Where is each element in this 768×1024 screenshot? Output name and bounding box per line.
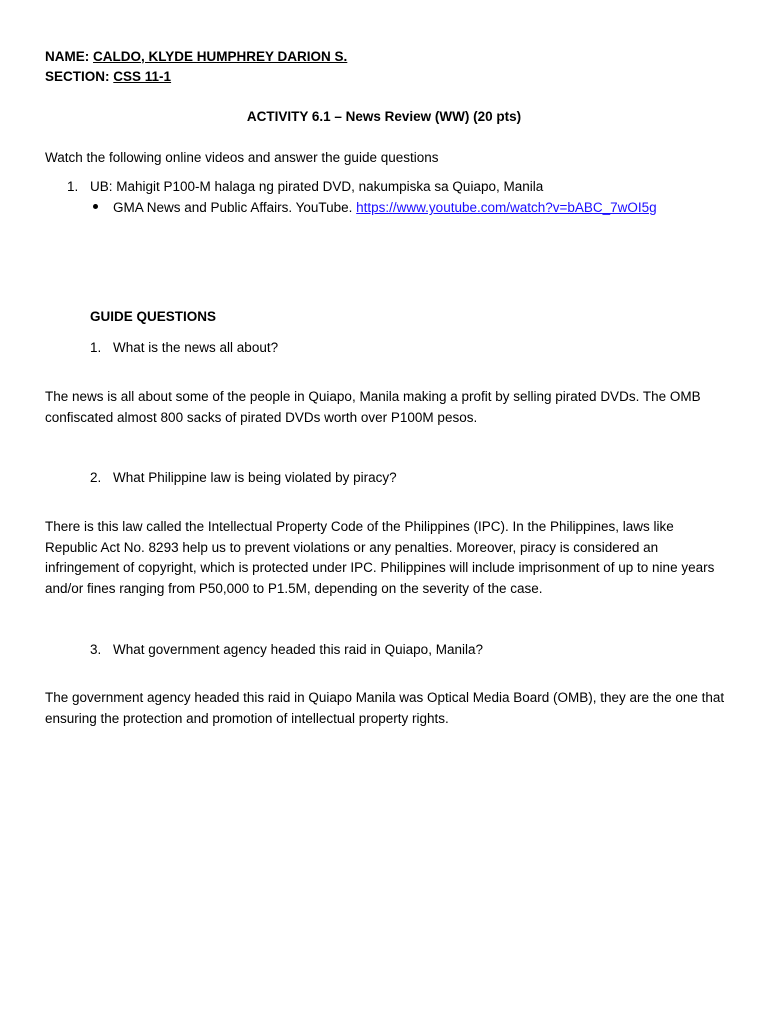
- question-text: What government agency headed this raid in Quiapo, Manila?: [113, 642, 483, 657]
- answer-text: The news is all about some of the people in Quiapo, Manila making a profit by selling pirated DVDs. The OMB confiscated almost 800 sacks of pirated DVDs worth over P100M pesos.: [45, 389, 701, 425]
- video-link[interactable]: https://www.youtube.com/watch?v=bABC_7wOI5g: [356, 200, 657, 215]
- activity-title: ACTIVITY 6.1 – News Review (WW) (20 pts): [246, 109, 522, 124]
- answer-text: There is this law called the Intellectual Property Code of the Philippines (IPC). In the Philippines, laws like Republic Act No. 8293 help us to prevent violations or any penalties. Moreover, piracy is considered an infringement of copyright, which is protected under IPC. Philippines will include imprisonment of up to nine years and/or fines ranging from P50,000 to P1.5M, depending on the severity of the case.: [45, 519, 715, 596]
- section-line: [45, 68, 171, 86]
- name-line: [45, 48, 347, 66]
- name-label: NAME:: [45, 49, 90, 64]
- question-number: 3.: [90, 642, 102, 657]
- question-text: What is the news all about?: [113, 340, 279, 355]
- video-title: UB: Mahigit P100-M halaga ng pirated DVD, nakumpiska sa Quiapo, Manila: [90, 179, 544, 194]
- question-number: 1.: [90, 340, 102, 355]
- video-number: 1.: [67, 179, 79, 194]
- guide-questions-heading: GUIDE QUESTIONS: [90, 309, 217, 324]
- video-source-text: GMA News and Public Affairs. YouTube.: [113, 200, 353, 215]
- section-label: SECTION:: [45, 69, 110, 84]
- question-text: What Philippine law is being violated by piracy?: [113, 470, 397, 485]
- question-number: 2.: [90, 470, 102, 485]
- instructions: Watch the following online videos and answer the guide questions: [45, 150, 439, 165]
- video-source: [113, 199, 657, 217]
- name-value: CALDO, KLYDE HUMPHREY DARION S.: [93, 49, 348, 64]
- section-value: CSS 11-1: [113, 69, 172, 84]
- bullet-icon: [93, 204, 98, 209]
- answer-text: The government agency headed this raid in Quiapo Manila was Optical Media Board (OMB), they are the one that ensuring the protection and promotion of intellectual property rights.: [45, 690, 725, 726]
